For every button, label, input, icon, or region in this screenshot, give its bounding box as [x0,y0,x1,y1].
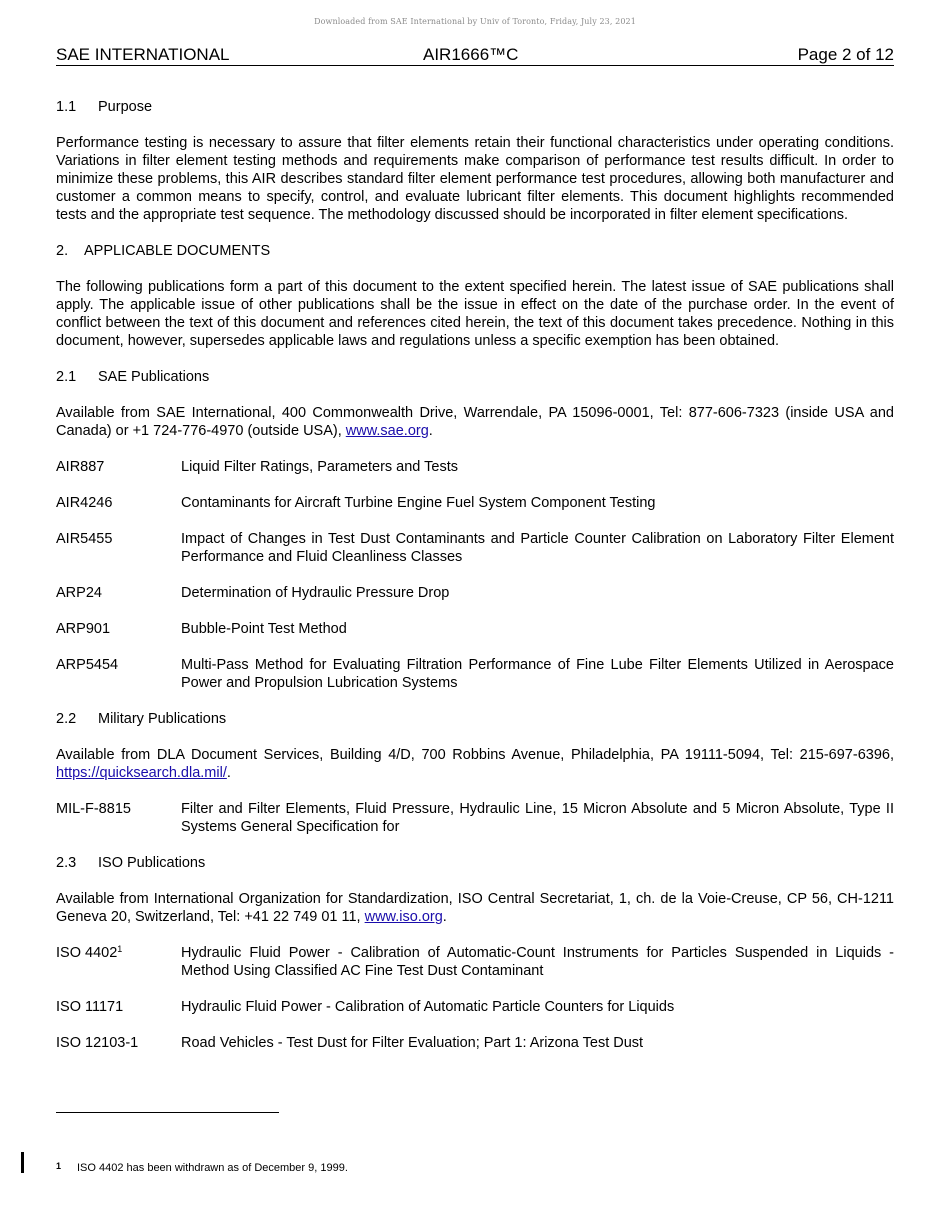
reference-title: Determination of Hydraulic Pressure Drop [181,585,450,601]
section-2-1-heading [56,368,894,386]
section-title: Purpose [98,99,153,115]
reference-code: MIL-F-8815 [56,801,131,817]
reference-code: ISO 12103-1 [56,1035,139,1051]
revision-change-bar [21,1152,24,1173]
reference-entry [56,656,894,692]
reference-title: Impact of Changes in Test Dust Contaminants and Particle Counter Calibration on Laboratory Filter Element Performance and Fluid Cleanliness Classes [181,531,894,565]
reference-entry [56,458,894,476]
download-watermark: Downloaded from SAE International by Univ of Toronto, Friday, July 23, 2021 [314,17,636,26]
section-number: 2.3 [56,855,77,871]
reference-code [56,944,181,980]
reference-code: ISO 11171 [56,999,124,1015]
section-number: 2. [56,243,69,259]
header-org: SAE INTERNATIONAL [56,45,230,64]
reference-title: Multi-Pass Method for Evaluating Filtration Performance of Fine Lube Filter Elements Utilized in Aerospace Power and Propulsion Lubrication Systems [181,657,894,691]
reference-code: ARP901 [56,621,111,637]
section-title: Military Publications [98,711,227,727]
reference-entry [56,998,894,1016]
applicable-documents-paragraph: The following publications form a part of this document to the extent specified herein. The latest issue of SAE publications shall apply. The applicable issue of other publications shall be the issue in effect on the date of the purchase order. In the event of conflict between the text of this document and references cited herein, the text of this document takes precedence. Nothing in this document, however, supersedes applicable laws and regulations unless a specific exemption has been obtained. [56,279,894,349]
reference-code: ARP5454 [56,657,119,673]
header-page-number: Page 2 of 12 [797,45,894,64]
availability-text: Available from DLA Document Services, Building 4/D, 700 Robbins Avenue, Philadelphia, PA 19111-5094, Tel: 215-697-6396, [56,747,894,763]
reference-entry [56,800,894,836]
footnote-divider [56,1112,279,1113]
reference-code: AIR887 [56,459,105,475]
reference-code: ARP24 [56,585,102,601]
availability-text: Available from International Organization for Standardization, ISO Central Secretariat, 1, ch. de la Voie-Creuse, CP 56, CH-1211 Geneva 20, Switzerland, Tel: +41 22 749 01 11, [56,891,894,925]
reference-entry [56,494,894,512]
section-number: 1.1 [56,99,77,115]
reference-title: Contaminants for Aircraft Turbine Engine Fuel System Component Testing [181,495,656,511]
section-2-2-heading [56,710,894,728]
page-header [56,45,894,66]
reference-title: Liquid Filter Ratings, Parameters and Tests [181,459,458,475]
reference-title: Bubble-Point Test Method [181,621,347,637]
document-body [56,98,894,1052]
reference-entry [56,1034,894,1052]
reference-title: Filter and Filter Elements, Fluid Pressure, Hydraulic Line, 15 Micron Absolute and 5 Micron Absolute, Type II Systems General Specification for [181,801,894,835]
reference-entry [56,530,894,566]
sae-availability-paragraph: Available from SAE International, 400 Commonwealth Drive, Warrendale, PA 15096-0001, Tel: 877-606-7323 (inside USA and Canada) or +1 724-776-4970 (outside USA), www.sae.org. [56,405,894,439]
section-2-3-heading [56,854,894,872]
section-2-heading [56,242,894,260]
reference-entry [56,620,894,638]
reference-title: Road Vehicles - Test Dust for Filter Evaluation; Part 1: Arizona Test Dust [181,1035,644,1051]
footnote-reference[interactable]: 1 [117,944,123,954]
dla-website-link[interactable]: https://quicksearch.dla.mil/ [56,765,227,781]
iso-website-link[interactable]: www.iso.org [364,909,443,925]
reference-entry [56,944,894,980]
reference-title: Hydraulic Fluid Power - Calibration of Automatic Particle Counters for Liquids [181,999,675,1015]
footnote-text: ISO 4402 has been withdrawn as of December 9, 1999. [77,1162,348,1174]
availability-text: Available from SAE International, 400 Commonwealth Drive, Warrendale, PA 15096-0001, Tel: 877-606-7323 (inside USA and Canada) or +1 724-776-4970 (outside USA), [56,405,894,439]
section-1-1-heading [56,98,894,116]
reference-title: Hydraulic Fluid Power - Calibration of Automatic-Count Instruments for Particles Suspended in Liquids - Method Using Classified AC Fine Test Dust Contaminant [181,945,894,979]
purpose-paragraph: Performance testing is necessary to assure that filter elements retain their functional characteristics under operating conditions. Variations in filter element testing methods and requirements make comparison of performance test results difficult. In order to minimize these problems, this AIR describes standard filter element performance test procedures, allowing both manufacturer and customer a common means to specify, control, and evaluate lubricant filter elements. This document highlights recommended tests and the appropriate test sequence. The methodology discussed should be incorporated in filter element specifications. [56,135,894,223]
section-title: ISO Publications [98,855,206,871]
reference-entry [56,584,894,602]
reference-code-text: ISO 4402 [56,945,118,961]
section-number: 2.2 [56,711,77,727]
footnote [56,1159,348,1175]
header-doc-id: AIR1666™C [423,45,519,64]
section-title: SAE Publications [98,369,210,385]
footnote-mark: 1 [56,1161,62,1171]
iso-availability-paragraph: Available from International Organization for Standardization, ISO Central Secretariat, 1, ch. de la Voie-Creuse, CP 56, CH-1211 Geneva 20, Switzerland, Tel: +41 22 749 01 11, www.iso.org. [56,891,894,925]
sae-website-link[interactable]: www.sae.org [345,423,429,439]
section-title: APPLICABLE DOCUMENTS [84,243,271,259]
reference-code: AIR4246 [56,495,113,511]
section-number: 2.1 [56,369,77,385]
reference-code: AIR5455 [56,531,113,547]
military-availability-paragraph: Available from DLA Document Services, Building 4/D, 700 Robbins Avenue, Philadelphia, PA 19111-5094, Tel: 215-697-6396, https://quicksearch.dla.mil/. [56,747,894,781]
